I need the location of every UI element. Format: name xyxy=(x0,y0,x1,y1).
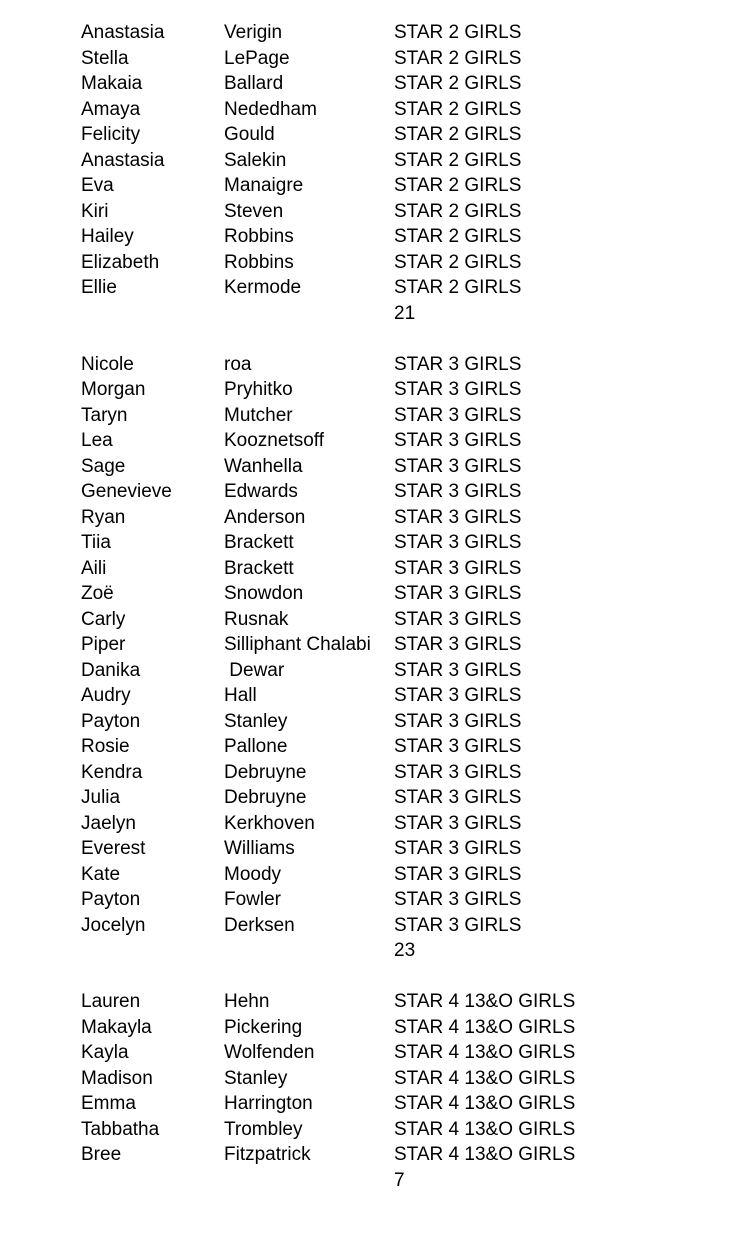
first-name: Julia xyxy=(81,787,121,808)
level-label: STAR 3 GIRLS xyxy=(394,481,522,502)
group-count-row xyxy=(0,1168,750,1194)
level-label: STAR 2 GIRLS xyxy=(394,277,522,298)
first-name: Genevieve xyxy=(81,481,172,502)
last-name: Pryhitko xyxy=(224,379,293,400)
roster-row xyxy=(0,607,750,633)
roster-group xyxy=(0,20,750,326)
first-name: Tabbatha xyxy=(81,1118,160,1140)
first-name: Ryan xyxy=(81,506,126,528)
last-name: Brackett xyxy=(224,557,294,579)
group-count-row xyxy=(0,938,750,964)
first-name: Jaelyn xyxy=(81,812,136,834)
roster-row xyxy=(0,428,750,454)
last-name: Silliphant Chalabi xyxy=(224,634,371,655)
first-name: Elizabeth xyxy=(81,251,160,273)
level-label: STAR 2 GIRLS xyxy=(394,226,522,247)
level-label: STAR 3 GIRLS xyxy=(394,761,522,783)
level-label: STAR 3 GIRLS xyxy=(394,838,522,859)
level-label: STAR 3 GIRLS xyxy=(394,608,522,630)
first-name: Audry xyxy=(81,685,131,706)
last-name: Hehn xyxy=(224,991,270,1012)
last-name: Derksen xyxy=(224,914,295,936)
level-label: STAR 3 GIRLS xyxy=(394,455,522,477)
first-name: Sage xyxy=(81,455,126,477)
roster-row xyxy=(0,913,750,939)
first-name: Kate xyxy=(81,863,121,885)
first-name: Bree xyxy=(81,1144,122,1165)
roster-row xyxy=(0,811,750,837)
last-name: Stanley xyxy=(224,1067,288,1089)
level-label: STAR 2 GIRLS xyxy=(394,98,522,120)
roster-row xyxy=(0,1142,750,1168)
last-name: Snowdon xyxy=(224,583,304,604)
first-name: Piper xyxy=(81,634,126,655)
roster-row xyxy=(0,1066,750,1092)
first-name: Jocelyn xyxy=(81,914,146,936)
roster-row xyxy=(0,403,750,429)
roster-row xyxy=(0,46,750,72)
first-name: Zoë xyxy=(81,583,114,604)
roster-row xyxy=(0,887,750,913)
first-name: Emma xyxy=(81,1093,136,1114)
level-label: STAR 2 GIRLS xyxy=(394,124,522,145)
level-label: STAR 3 GIRLS xyxy=(394,506,522,528)
last-name: Kooznetsoff xyxy=(224,430,325,451)
level-label: STAR 3 GIRLS xyxy=(394,659,522,681)
group-spacer xyxy=(0,326,750,352)
last-name: Salekin xyxy=(224,149,287,171)
first-name: Payton xyxy=(81,710,141,732)
level-label: STAR 3 GIRLS xyxy=(394,863,522,885)
first-name: Amaya xyxy=(81,98,141,120)
first-name: Kayla xyxy=(81,1042,129,1063)
first-name: Rosie xyxy=(81,736,130,757)
roster-row xyxy=(0,632,750,658)
roster-row xyxy=(0,1117,750,1143)
group-spacer xyxy=(0,964,750,990)
last-name: Brackett xyxy=(224,532,294,553)
last-name: Debruyne xyxy=(224,787,307,808)
last-name: Anderson xyxy=(224,506,306,528)
first-name: Carly xyxy=(81,608,126,630)
group-count-row xyxy=(0,301,750,327)
last-name: Verigin xyxy=(224,22,283,43)
first-name: Nicole xyxy=(81,353,134,375)
last-name: Trombley xyxy=(224,1118,303,1140)
level-label: STAR 3 GIRLS xyxy=(394,736,522,757)
last-name: Mutcher xyxy=(224,404,293,426)
roster-row xyxy=(0,275,750,301)
level-label: STAR 4 13&O GIRLS xyxy=(394,1118,576,1140)
last-name: Ballard xyxy=(224,73,284,94)
last-name: Gould xyxy=(224,124,275,145)
first-name: Eva xyxy=(81,175,114,196)
level-label: STAR 3 GIRLS xyxy=(394,532,522,553)
roster-row xyxy=(0,97,750,123)
level-label: STAR 4 13&O GIRLS xyxy=(394,1093,576,1114)
level-label: STAR 3 GIRLS xyxy=(394,404,522,426)
first-name: Kendra xyxy=(81,761,143,783)
last-name: Dewar xyxy=(224,659,285,681)
roster-row xyxy=(0,224,750,250)
roster-row xyxy=(0,836,750,862)
first-name: Stella xyxy=(81,47,129,69)
last-name: Nededham xyxy=(224,98,317,120)
level-label: STAR 3 GIRLS xyxy=(394,557,522,579)
group-count: 21 xyxy=(394,302,416,324)
roster-row xyxy=(0,352,750,378)
level-label: STAR 4 13&O GIRLS xyxy=(394,1067,576,1089)
roster-document xyxy=(0,20,750,1193)
roster-row xyxy=(0,377,750,403)
roster-row xyxy=(0,785,750,811)
last-name: Wanhella xyxy=(224,455,303,477)
level-label: STAR 2 GIRLS xyxy=(394,251,522,273)
last-name: Pickering xyxy=(224,1016,303,1038)
last-name: Pallone xyxy=(224,736,288,757)
roster-group xyxy=(0,989,750,1193)
level-label: STAR 3 GIRLS xyxy=(394,583,522,604)
last-name: LePage xyxy=(224,47,290,69)
last-name: Hall xyxy=(224,685,257,706)
last-name: Debruyne xyxy=(224,761,307,783)
last-name: Stanley xyxy=(224,710,288,732)
roster-row xyxy=(0,530,750,556)
last-name: Kerkhoven xyxy=(224,812,315,834)
first-name: Everest xyxy=(81,838,146,859)
level-label: STAR 4 13&O GIRLS xyxy=(394,1016,576,1038)
level-label: STAR 3 GIRLS xyxy=(394,430,522,451)
last-name: Edwards xyxy=(224,481,298,502)
roster-row xyxy=(0,760,750,786)
first-name: Aili xyxy=(81,557,107,579)
roster-row xyxy=(0,71,750,97)
last-name: Robbins xyxy=(224,226,294,247)
level-label: STAR 2 GIRLS xyxy=(394,22,522,43)
last-name: Moody xyxy=(224,863,282,885)
first-name: Makaia xyxy=(81,73,143,94)
roster-row xyxy=(0,173,750,199)
roster-row xyxy=(0,683,750,709)
first-name: Makayla xyxy=(81,1016,152,1038)
first-name: Tiia xyxy=(81,532,111,553)
level-label: STAR 2 GIRLS xyxy=(394,47,522,69)
roster-row xyxy=(0,709,750,735)
first-name: Kiri xyxy=(81,200,109,222)
last-name: Manaigre xyxy=(224,175,304,196)
last-name: Wolfenden xyxy=(224,1042,315,1063)
level-label: STAR 3 GIRLS xyxy=(394,710,522,732)
first-name: Anastasia xyxy=(81,149,165,171)
roster-row xyxy=(0,199,750,225)
last-name: Fitzpatrick xyxy=(224,1144,311,1165)
first-name: Anastasia xyxy=(81,22,165,43)
last-name: Rusnak xyxy=(224,608,289,630)
last-name: Williams xyxy=(224,838,295,859)
level-label: STAR 3 GIRLS xyxy=(394,353,522,375)
first-name: Lea xyxy=(81,430,113,451)
level-label: STAR 4 13&O GIRLS xyxy=(394,1042,576,1063)
level-label: STAR 3 GIRLS xyxy=(394,379,522,400)
first-name: Madison xyxy=(81,1067,153,1089)
last-name: Harrington xyxy=(224,1093,313,1114)
first-name: Lauren xyxy=(81,991,141,1012)
roster-row xyxy=(0,479,750,505)
group-count: 7 xyxy=(394,1169,405,1191)
level-label: STAR 3 GIRLS xyxy=(394,889,522,910)
level-label: STAR 2 GIRLS xyxy=(394,200,522,222)
last-name: Kermode xyxy=(224,277,302,298)
level-label: STAR 4 13&O GIRLS xyxy=(394,1144,576,1165)
level-label: STAR 2 GIRLS xyxy=(394,175,522,196)
roster-row xyxy=(0,862,750,888)
level-label: STAR 4 13&O GIRLS xyxy=(394,991,576,1012)
roster-row xyxy=(0,1015,750,1041)
last-name: Steven xyxy=(224,200,284,222)
last-name: Robbins xyxy=(224,251,294,273)
level-label: STAR 3 GIRLS xyxy=(394,634,522,655)
first-name: Morgan xyxy=(81,379,146,400)
level-label: STAR 3 GIRLS xyxy=(394,787,522,808)
roster-row xyxy=(0,581,750,607)
first-name: Danika xyxy=(81,659,141,681)
roster-row xyxy=(0,658,750,684)
roster-row xyxy=(0,1040,750,1066)
group-count: 23 xyxy=(394,940,416,961)
roster-row xyxy=(0,734,750,760)
roster-group xyxy=(0,352,750,964)
first-name: Taryn xyxy=(81,404,128,426)
first-name: Hailey xyxy=(81,226,134,247)
roster-row xyxy=(0,556,750,582)
roster-row xyxy=(0,250,750,276)
roster-row xyxy=(0,1091,750,1117)
level-label: STAR 3 GIRLS xyxy=(394,812,522,834)
first-name: Payton xyxy=(81,889,141,910)
roster-row xyxy=(0,148,750,174)
level-label: STAR 2 GIRLS xyxy=(394,73,522,94)
roster-row xyxy=(0,20,750,46)
last-name: roa xyxy=(224,353,252,375)
roster-row xyxy=(0,505,750,531)
level-label: STAR 2 GIRLS xyxy=(394,149,522,171)
roster-row xyxy=(0,989,750,1015)
level-label: STAR 3 GIRLS xyxy=(394,914,522,936)
first-name: Felicity xyxy=(81,124,141,145)
last-name: Fowler xyxy=(224,889,282,910)
roster-row xyxy=(0,454,750,480)
roster-row xyxy=(0,122,750,148)
first-name: Ellie xyxy=(81,277,117,298)
level-label: STAR 3 GIRLS xyxy=(394,685,522,706)
